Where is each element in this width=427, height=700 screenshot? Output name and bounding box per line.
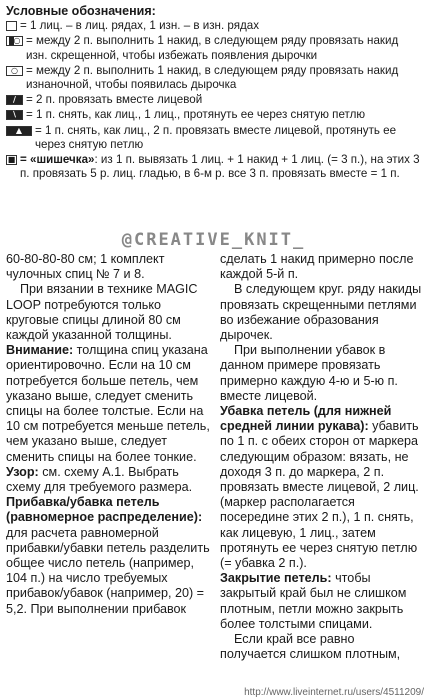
- brand-watermark: @CREATIVE_KNIT_: [121, 230, 306, 250]
- legend-text: = между 2 п. выполнить 1 накид, в следующем ряду провязать накид изнаночной, чтобы появилась дырочка: [26, 63, 399, 92]
- paragraph: В следующем круг. ряду накиды провязать скрещенными петлями во избежание образования дырочек.: [220, 282, 422, 343]
- bobble-icon: ■: [7, 155, 16, 165]
- paragraph: Внимание: толщина спиц указана ориентировочно. Если на 10 см потребуется больше петель, чем указано выше, следует сменить спицы на более толстые. Если на 10 см потребуется меньше петель, чем указано выше, следует сменить спицы на более тонкие.: [6, 343, 210, 464]
- paragraph: Если край все равно получается слишком плотным,: [220, 632, 401, 662]
- left-column: [6, 252, 212, 662]
- legend-text: [20, 153, 422, 181]
- legend-item-dark-yarnover: [6, 34, 422, 62]
- sk2p-icon: ▲: [6, 126, 32, 136]
- legend-rest: : из 1 п. вывязать 1 лиц. + 1 накид + 1 лиц. (= 3 п.), на этих 3 п. провязать 5 р. лиц. гладью, в 6-м р. все 3 п. провязать вместе = 1 п.: [20, 153, 420, 181]
- legend: [6, 4, 422, 182]
- ssk-icon: ∖: [6, 110, 23, 120]
- legend-item-sk2p: [6, 124, 422, 152]
- paragraph: Прибавка/убавка петель (равномерное распределение): для расчета равномерной прибавки/убавки петель разделить общее число петель (например, 104 п.) на число требуемых прибавок/убавок (например, 20) = 5,2. При выполнении прибавок: [6, 495, 210, 616]
- legend-item-bobble: [6, 153, 422, 181]
- legend-text: = 1 лиц. – в лиц. рядах, 1 изн. – в изн. рядах: [20, 19, 260, 33]
- legend-title: Условные обозначения:: [6, 4, 156, 18]
- source-url: http://www.liveinternet.ru/users/4511209/: [244, 687, 424, 698]
- instructions: [6, 252, 422, 662]
- legend-text: = 2 п. провязать вместе лицевой: [26, 93, 203, 107]
- legend-item-ssk: [6, 108, 422, 122]
- paragraph: При вязании в технике MAGIC LOOP потребуются только круговые спицы длиной 80 см каждой указанной толщины.: [6, 282, 198, 343]
- legend-text: = 1 п. снять, как лиц., 1 лиц., протянуть ее через снятую петлю: [26, 108, 366, 122]
- legend-text: = между 2 п. выполнить 1 накид, в следующем ряду провязать накид изн. скрещенной, чтобы избежать появления дырочки: [26, 34, 399, 62]
- twisted-yarnover-icon: ○: [6, 36, 23, 46]
- paragraph: При выполнении убавок в данном примере провязать примерно каждую 4-ю и 5-ю п. вместе лицевой.: [220, 343, 398, 403]
- right-column: [220, 252, 422, 662]
- plain-stitch-icon: [6, 21, 17, 31]
- paragraph: 60-80-80-80 см; 1 комплект чулочных спиц № 7 и 8.: [6, 252, 165, 282]
- paragraph: Закрытие петель: чтобы закрытый край был не слишком плотным, петли можно закрыть более толстыми спицами.: [220, 571, 407, 631]
- legend-item-yarnover: [6, 64, 422, 92]
- paragraph: сделать 1 накид примерно после каждой 5-й п.: [220, 252, 414, 282]
- legend-item-plain: [6, 19, 422, 33]
- legend-text: = 1 п. снять, как лиц., 2 п. провязать вместе лицевой, протянуть ее через снятую петлю: [35, 123, 397, 151]
- k2tog-icon: ∕: [6, 95, 23, 105]
- paragraph: Узор: см. схему А.1. Выбрать схему для требуемого размера.: [6, 464, 193, 495]
- legend-bold: = «шишечка»: [20, 153, 95, 167]
- paragraph: Убавка петель (для нижней средней линии рукава): убавить по 1 п. с обеих сторон от маркера следующим образом: вязать, не доходя 3 п. до маркера, 2 п. провязать вместе лицевой, 2 лиц. (маркер располагается посередине этих 2 п.), 1 п. снять, как лицевую, 1 лиц., затем протянуть ее через снятую петлю (= убавка 2 п.).: [220, 404, 419, 571]
- legend-item-k2tog: [6, 93, 422, 107]
- yarnover-icon: ○: [6, 66, 23, 76]
